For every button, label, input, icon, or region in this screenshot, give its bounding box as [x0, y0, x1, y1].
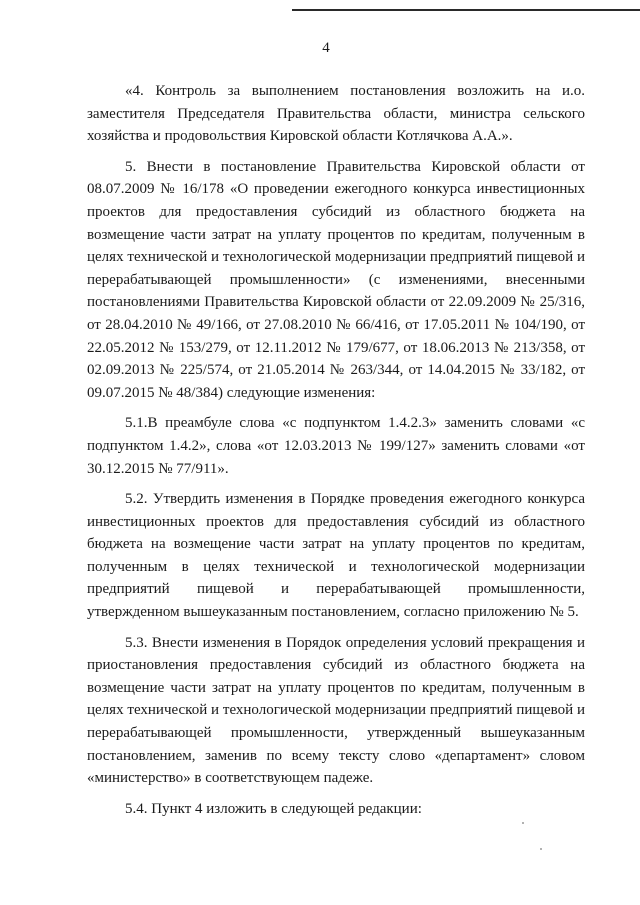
paragraph-5-1: 5.1.В преамбуле слова «с подпунктом 1.4.2.3» заменить словами «с подпунктом 1.4.2», слова «от 12.03.2013 № 199/127» заменить словами «от 30.12.2015 № 77/911».: [87, 415, 585, 477]
paragraph-5-4: 5.4. Пункт 4 изложить в следующей редакции:: [125, 800, 422, 817]
paragraph-5: 5. Внести в постановление Правительства Кировской области от 08.07.2009 № 16/178 «О проведении ежегодного конкурса инвестиционных проектов для предоставления субсидий из областного бюджета на возмещение части затрат на уплату процентов по кредитам, полученным в целях технической и технологической модернизации предприятий пищевой и перерабатывающей промышленности» (с изменениями, внесенными постановлениями Правительства Кировской области от 22.09.2009 № 25/316, от 28.04.2010 № 49/166, от 27.08.2010 № 66/416, от 17.05.2011 № 104/190, от 22.05.2012 № 153/279, от 12.11.2012 № 179/677, от 18.06.2013 № 213/358, от 02.09.2013 № 225/574, от 21.05.2014 № 263/344, от 14.04.2015 № 33/182, от 09.07.2015 № 48/384) следующие изменения:: [87, 158, 585, 401]
document-body: [87, 80, 585, 820]
scan-speck: [522, 822, 524, 824]
paragraph-control: «4. Контроль за выполнением постановления возложить на и.о. заместителя Председателя Правительства области, министра сельского хозяйства и продовольствия Кировской области Котлячкова А.А.».: [87, 83, 585, 145]
page-number: 4: [322, 40, 330, 56]
paragraph-5-3: 5.3. Внести изменения в Порядок определения условий прекращения и приостановления предоставления субсидий из областного бюджета на возмещение части затрат на уплату процентов по кредитам, полученным в целях технической и технологической модернизации предприятий пищевой и перерабатывающей промышленности, утвержденный вышеуказанным постановлением, заменив по всему тексту слово «департамент» словом «министерство» в соответствующем падеже.: [87, 634, 585, 787]
paragraph-5-2: 5.2. Утвердить изменения в Порядке проведения ежегодного конкурса инвестиционных проектов для предоставления субсидий из областного бюджета на возмещение части затрат на уплату процентов по кредитам, полученным в целях технической и технологической модернизации предприятий пищевой и перерабатывающей промышленности, утвержденном вышеуказанным постановлением, согласно приложению № 5.: [87, 491, 585, 621]
top-rule: [292, 9, 640, 11]
scan-speck: [540, 848, 542, 850]
